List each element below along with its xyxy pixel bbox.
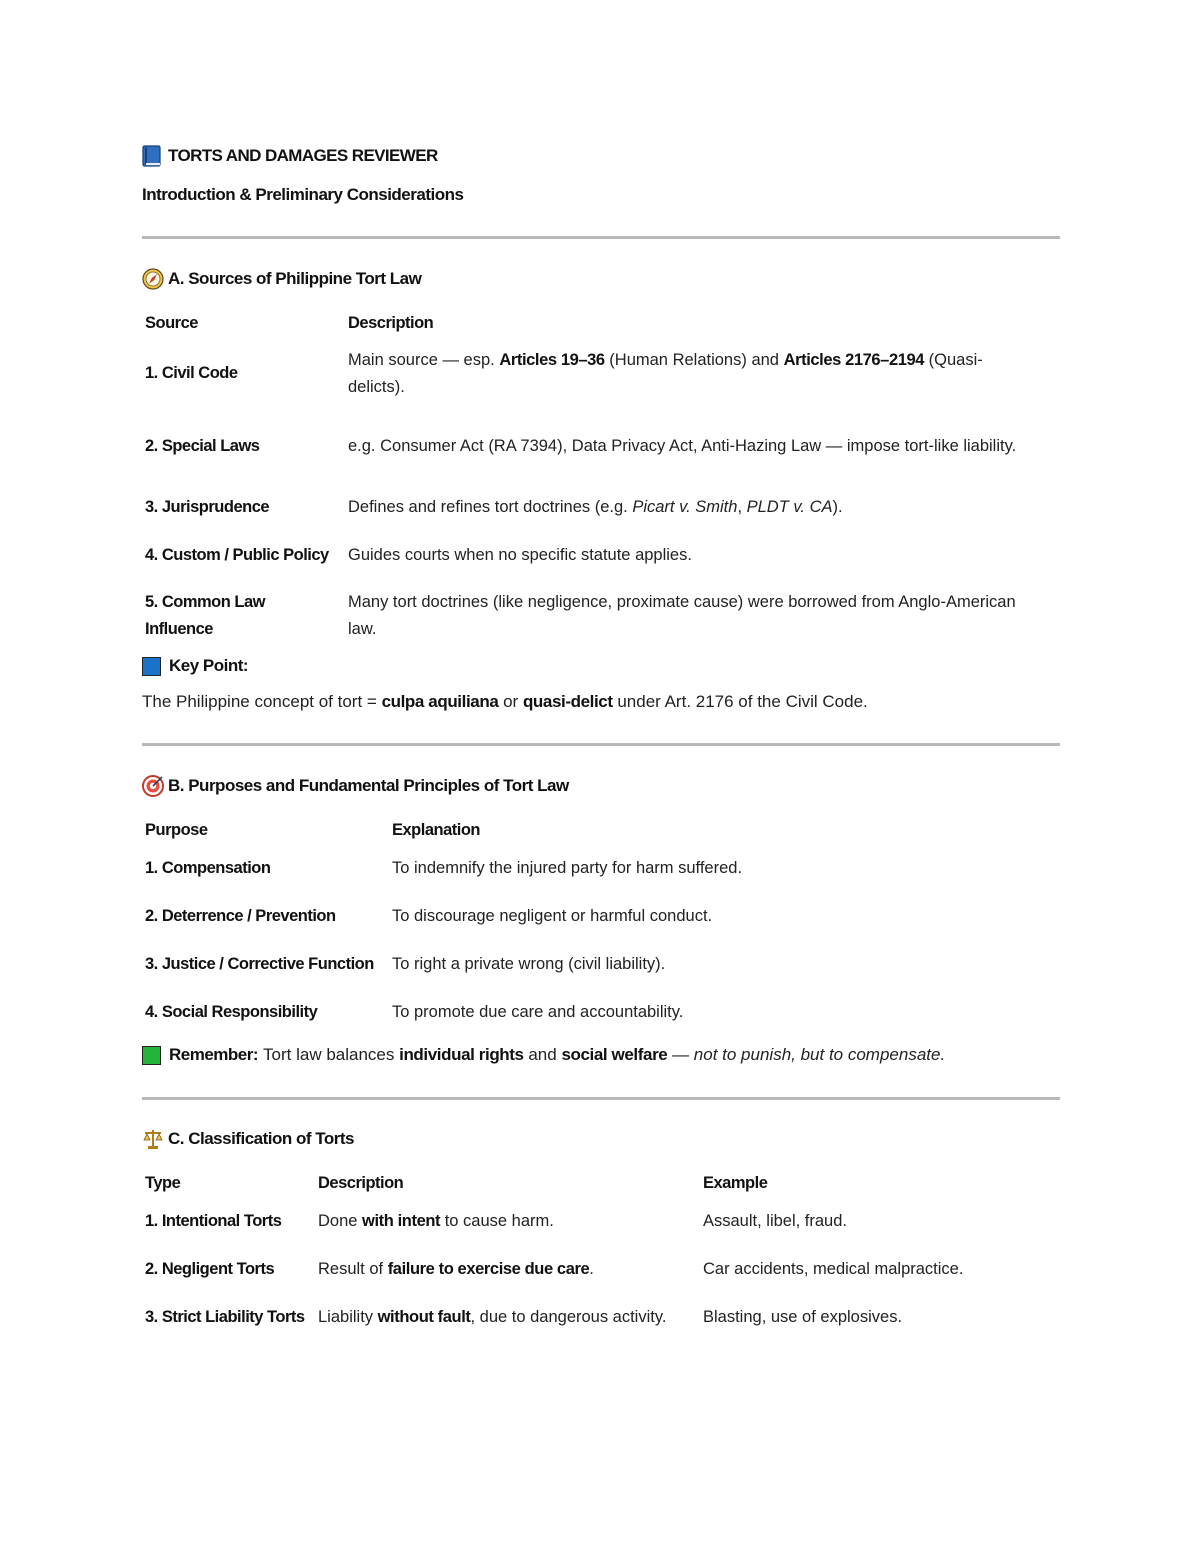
remember-text bbox=[263, 1045, 945, 1065]
document-title: TORTS AND DAMAGES REVIEWER bbox=[168, 146, 438, 165]
section-divider bbox=[142, 743, 1060, 746]
row-key: 2. Deterrence / Prevention bbox=[145, 906, 336, 925]
column-header-description: Description bbox=[348, 313, 434, 332]
row-description bbox=[318, 1293, 703, 1341]
classification-table bbox=[145, 1169, 1033, 1341]
book-icon bbox=[142, 145, 162, 167]
target-icon bbox=[142, 775, 162, 797]
desc-text: Liability bbox=[318, 1307, 378, 1326]
case-name: Picart v. Smith bbox=[632, 497, 738, 516]
section-divider bbox=[142, 236, 1060, 239]
table-row bbox=[145, 1245, 1033, 1293]
row-description bbox=[348, 337, 1038, 410]
column-header-type: Type bbox=[145, 1173, 181, 1192]
desc-text: Done bbox=[318, 1211, 363, 1230]
para-bold: culpa aquiliana bbox=[381, 692, 499, 711]
desc-text: Result of bbox=[318, 1259, 388, 1278]
row-key: 2. Negligent Torts bbox=[145, 1259, 275, 1278]
row-description: e.g. Consumer Act (RA 7394), Data Privacy Act, Anti-Hazing Law — impose tort-like liability. bbox=[348, 437, 1017, 455]
desc-text: Main source — esp. bbox=[348, 350, 500, 369]
table-row bbox=[145, 892, 1032, 940]
table-header-row bbox=[145, 309, 1038, 337]
table-header-row bbox=[145, 816, 1032, 844]
table-row bbox=[145, 844, 1032, 892]
desc-bold: failure to exercise due care bbox=[387, 1259, 590, 1278]
blue-square-icon bbox=[142, 657, 161, 676]
row-key: 4. Custom / Public Policy bbox=[145, 545, 329, 564]
green-square-icon bbox=[142, 1046, 161, 1065]
row-description: Many tort doctrines (like negligence, proximate cause) were borrowed from Anglo-American law. bbox=[348, 592, 1016, 638]
key-point-line bbox=[142, 656, 1060, 676]
row-description bbox=[318, 1197, 703, 1245]
row-key: 5. Common Law Influence bbox=[145, 592, 266, 638]
row-key: 3. Justice / Corrective Function bbox=[145, 954, 374, 973]
section-a-heading-line bbox=[142, 266, 1060, 292]
section-c-heading-line bbox=[142, 1126, 1060, 1152]
table-row bbox=[145, 483, 1038, 531]
para-bold: individual rights bbox=[399, 1045, 524, 1064]
section-b-heading: B. Purposes and Fundamental Principles of Tort Law bbox=[168, 776, 569, 795]
table-row bbox=[145, 1197, 1033, 1245]
desc-bold: without fault bbox=[377, 1307, 471, 1326]
sources-table bbox=[145, 309, 1038, 652]
row-key: 1. Compensation bbox=[145, 858, 271, 877]
row-key: 3. Jurisprudence bbox=[145, 497, 270, 516]
para-text: — bbox=[667, 1045, 694, 1064]
para-text: or bbox=[498, 692, 523, 711]
table-row bbox=[145, 940, 1032, 988]
desc-text: Defines and refines tort doctrines (e.g. bbox=[348, 497, 633, 516]
column-header-purpose: Purpose bbox=[145, 820, 208, 839]
desc-text: , bbox=[737, 497, 747, 516]
row-description: To discourage negligent or harmful conduct. bbox=[392, 906, 713, 925]
para-text: under Art. 2176 of the Civil Code. bbox=[612, 692, 868, 711]
column-header-explanation: Explanation bbox=[392, 820, 481, 839]
key-point-text bbox=[142, 692, 1060, 712]
para-text: The Philippine concept of tort = bbox=[142, 692, 382, 711]
row-description: To right a private wrong (civil liability). bbox=[392, 954, 666, 973]
row-key: 2. Special Laws bbox=[145, 437, 260, 455]
key-point-label: Key Point: bbox=[169, 656, 249, 675]
table-row bbox=[145, 1293, 1033, 1341]
table-row bbox=[145, 337, 1038, 410]
remember-label: Remember: bbox=[169, 1045, 259, 1064]
section-divider bbox=[142, 1097, 1060, 1100]
column-header-description: Description bbox=[318, 1173, 404, 1192]
document-content bbox=[142, 143, 1060, 1341]
desc-text: ). bbox=[832, 497, 843, 516]
column-header-source: Source bbox=[145, 313, 198, 332]
row-example: Blasting, use of explosives. bbox=[703, 1307, 903, 1326]
row-description: Guides courts when no specific statute applies. bbox=[348, 545, 692, 564]
row-example: Car accidents, medical malpractice. bbox=[703, 1259, 964, 1278]
remember-line bbox=[142, 1045, 1060, 1065]
table-header-row bbox=[145, 1169, 1033, 1197]
case-name: PLDT v. CA bbox=[746, 497, 833, 516]
table-row bbox=[145, 410, 1038, 483]
desc-text: . bbox=[589, 1259, 594, 1278]
row-key: 1. Intentional Torts bbox=[145, 1211, 282, 1230]
section-c-heading: C. Classification of Torts bbox=[168, 1129, 354, 1148]
row-key: 3. Strict Liability Torts bbox=[145, 1307, 305, 1326]
row-key: 1. Civil Code bbox=[145, 364, 238, 382]
desc-text: (Human Relations) and bbox=[604, 350, 784, 369]
para-text: and bbox=[523, 1045, 562, 1064]
para-text: Tort law balances bbox=[263, 1045, 400, 1064]
column-header-example: Example bbox=[703, 1173, 768, 1192]
table-row bbox=[145, 988, 1032, 1036]
desc-text: to cause harm. bbox=[440, 1211, 554, 1230]
document-title-line bbox=[142, 143, 1060, 169]
compass-icon bbox=[142, 268, 162, 290]
row-description bbox=[348, 483, 1038, 531]
para-bold: social welfare bbox=[561, 1045, 668, 1064]
row-example: Assault, libel, fraud. bbox=[703, 1211, 847, 1230]
desc-text: , due to dangerous activity. bbox=[470, 1307, 667, 1326]
desc-bold: with intent bbox=[362, 1211, 441, 1230]
table-row bbox=[145, 579, 1038, 652]
desc-text: (Quasi-delicts). bbox=[348, 350, 983, 396]
row-description: To promote due care and accountability. bbox=[392, 1002, 684, 1021]
scales-icon bbox=[142, 1128, 162, 1150]
para-bold: quasi-delict bbox=[522, 692, 613, 711]
purposes-table bbox=[145, 816, 1032, 1036]
section-a-heading: A. Sources of Philippine Tort Law bbox=[168, 269, 422, 288]
section-b-heading-line bbox=[142, 773, 1060, 799]
row-key: 4. Social Responsibility bbox=[145, 1002, 318, 1021]
desc-bold: Articles 2176–2194 bbox=[783, 350, 925, 369]
row-description: To indemnify the injured party for harm suffered. bbox=[392, 858, 743, 877]
desc-bold: Articles 19–36 bbox=[499, 350, 605, 369]
table-row bbox=[145, 531, 1038, 579]
para-italic: not to punish, but to compensate. bbox=[693, 1045, 946, 1064]
document-subtitle: Introduction & Preliminary Considerations bbox=[142, 185, 464, 204]
row-description bbox=[318, 1245, 703, 1293]
